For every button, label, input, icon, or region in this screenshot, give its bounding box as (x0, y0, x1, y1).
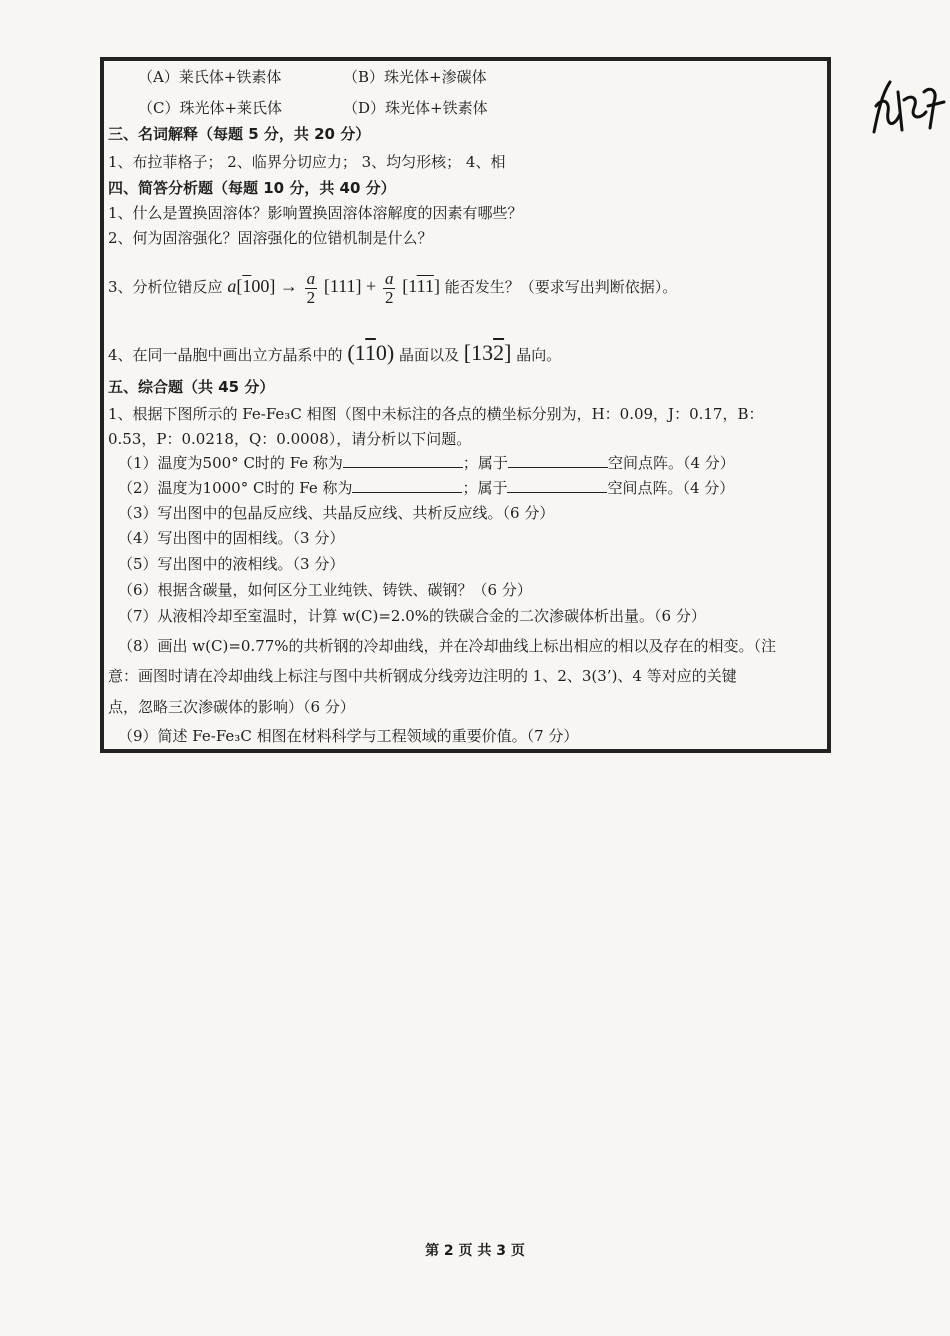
part-6: （6）根据含碳量，如何区分工业纯铁、铸铁、碳钢？（6 分） (118, 581, 532, 599)
section4-q4 (108, 338, 561, 370)
part-9: （9）简述 Fe-Fe₃C 相图在材料科学与工程领域的重要价值。（7 分） (118, 727, 579, 745)
part-2: （2）温度为1000° C时的 Fe 称为 ；属于 空间点阵。（4 分） (118, 479, 735, 497)
part-5: （5）写出图中的液相线。（3 分） (118, 555, 345, 573)
option-b: （B）珠光体+渗碳体 (343, 68, 487, 86)
section3-terms: 1、布拉菲格子； 2、临界分切应力； 3、均匀形核； 4、相 (108, 153, 506, 171)
part-7: （7）从液相冷却至室温时，计算 w(C)=2.0%的铁碳合金的二次渗碳体析出量。（6 分） (118, 607, 706, 625)
fraction-a2-second: $\frac{a}{2}$ (384, 268, 394, 307)
part-3: （3）写出图中的包晶反应线、共晶反应线、共析反应线。（6 分） (118, 504, 555, 522)
part-8-line-2: 意：画图时请在冷却曲线上标注与图中共析钢成分线旁边注明的 1、2、3(3’)、4 等对应的关键 (108, 667, 737, 685)
section4-title: 四、简答分析题（每题 10 分，共 40 分） (108, 179, 396, 197)
fraction-a2-first: $\frac{a}{2}$ (306, 268, 316, 307)
option-c: （C）珠光体+莱氏体 (138, 99, 283, 117)
part-1: （1）温度为500° C时的 Fe 称为 ；属于 空间点阵。（4 分） (118, 454, 735, 472)
q3-suffix: 能否发生？（要求写出判断依据）。 (444, 278, 678, 296)
section5-intro-2: 0.53，P：0.0218，Q：0.0008），请分析以下问题。 (108, 430, 472, 448)
dislocation-reaction: a[100] → (227, 276, 298, 296)
section5-intro-1: 1、根据下图所示的 Fe-Fe₃C 相图（图中未标注的各点的横坐标分别为，H：0.09，J：0.17，B： (108, 405, 764, 423)
blank-1b (508, 453, 608, 468)
crystal-direction: [132] (463, 340, 512, 365)
part-8-line-1: （8）画出 w(C)=0.77%的共析钢的冷却曲线，并在冷却曲线上标出相应的相以及存在的相变。（注 (118, 637, 777, 655)
section3-title: 三、名词解释（每题 5 分，共 20 分） (108, 125, 371, 143)
blank-2a (352, 478, 462, 493)
section4-q2: 2、何为固溶强化？固溶强化的位错机制是什么？ (108, 229, 433, 247)
q4-suffix: 晶向。 (516, 346, 562, 364)
section4-q3: 3、分析位错反应 a[100] → $\frac{a}{2}$ [111] + $\frac{a}{2}$ [111] 能否发生？（要求写出判断依据）。 (108, 268, 678, 307)
blank-1a (343, 453, 463, 468)
handwritten-signature (868, 72, 948, 142)
section5-title: 五、综合题（共 45 分） (108, 378, 275, 396)
blank-2b (507, 478, 607, 493)
option-d: （D）珠光体+铁素体 (343, 99, 488, 117)
q4-prefix: 4、在同一晶胞中画出立方晶系中的 (108, 346, 343, 364)
section4-q1: 1、什么是置换固溶体？影响置换固溶体溶解度的因素有哪些？ (108, 204, 523, 222)
q4-mid: 晶面以及 (398, 346, 459, 364)
q3-prefix: 3、分析位错反应 (108, 278, 223, 296)
option-a: （A）莱氏体+铁素体 (138, 68, 282, 86)
part-8-line-3: 点，忽略三次渗碳体的影响）（6 分） (108, 698, 355, 716)
crystal-plane: (110) (347, 340, 395, 365)
page-footer: 第 2 页 共 3 页 (425, 1243, 525, 1259)
part-4: （4）写出图中的固相线。（3 分） (118, 529, 345, 547)
